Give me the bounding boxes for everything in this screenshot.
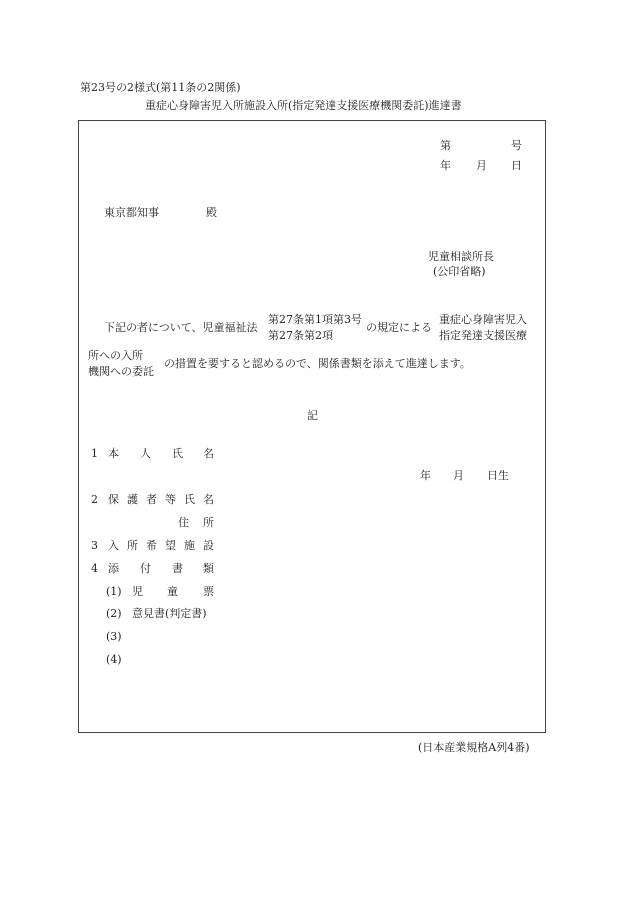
attachment-1-char: 児 xyxy=(132,585,143,598)
facility-option-3: 所への入所 xyxy=(88,349,143,362)
attachment-2-label: 意見書(判定書) xyxy=(132,607,207,620)
item-1-label-char: 氏 xyxy=(172,447,183,460)
birth-month-label: 月 xyxy=(453,469,464,482)
item-4-label-char: 類 xyxy=(203,562,214,575)
item-3-label-char: 施 xyxy=(184,539,195,552)
item-3-label-char: 望 xyxy=(165,539,176,552)
item-4-label-char: 付 xyxy=(140,562,151,575)
facility-option-1: 重症心身障害児入 xyxy=(439,313,527,326)
item-2-label-char: 保 xyxy=(108,493,119,506)
facility-option-2: 指定発達支援医療 xyxy=(439,329,527,342)
attachment-2-number: (2) xyxy=(106,607,122,620)
number-suffix: 号 xyxy=(511,139,522,152)
ki-heading: 記 xyxy=(307,409,318,422)
sender-title: 児童相談所長 xyxy=(428,250,494,263)
attachment-1-number: (1) xyxy=(106,585,122,598)
body-closing: の措置を要すると認めるので、関係書類を添えて進達します。 xyxy=(164,357,471,370)
article-option-1: 第27条第1項第3号 xyxy=(268,313,362,326)
item-2-label-char: 氏 xyxy=(184,493,195,506)
attachment-4-number: (4) xyxy=(106,653,122,666)
birth-year-label: 年 xyxy=(420,469,431,482)
item-4-label-char: 書 xyxy=(172,562,183,575)
item-1-label-char: 人 xyxy=(140,447,151,460)
facility-option-4: 機関への委託 xyxy=(88,365,154,378)
item-3-label-char: 入 xyxy=(108,539,119,552)
attachment-1-char: 票 xyxy=(203,585,214,598)
item-2-number: 2 xyxy=(91,493,98,506)
paper-size-note: (日本産業規格A列4番) xyxy=(418,741,530,754)
addressee-name: 東京都知事 xyxy=(104,206,159,219)
item-1-label-char: 名 xyxy=(203,447,214,460)
item-1-label-char: 本 xyxy=(108,447,119,460)
article-option-2: 第27条第2項 xyxy=(268,329,333,342)
seal-note: (公印省略) xyxy=(433,265,486,278)
item-2-label-char: 等 xyxy=(165,493,176,506)
date-year-label: 年 xyxy=(440,159,451,172)
item-2-label-char: 名 xyxy=(203,493,214,506)
item-2-address-char: 所 xyxy=(203,516,214,529)
item-2-label-char: 者 xyxy=(146,493,157,506)
item-4-label-char: 添 xyxy=(108,562,119,575)
date-day-label: 日 xyxy=(511,159,522,172)
item-3-label-char: 希 xyxy=(146,539,157,552)
item-1-number: 1 xyxy=(91,447,98,460)
item-3-label-char: 所 xyxy=(127,539,138,552)
form-number: 第23号の2様式(第11条の2関係) xyxy=(80,81,241,94)
item-3-number: 3 xyxy=(91,539,98,552)
addressee-honorific: 殿 xyxy=(206,206,217,219)
number-prefix: 第 xyxy=(440,139,451,152)
item-2-address-char: 住 xyxy=(178,516,189,529)
attachment-3-number: (3) xyxy=(106,630,122,643)
item-3-label-char: 設 xyxy=(203,539,214,552)
body-lead: 下記の者について、児童福祉法 xyxy=(104,321,258,334)
item-2-label-char: 護 xyxy=(127,493,138,506)
date-month-label: 月 xyxy=(476,159,487,172)
item-4-number: 4 xyxy=(91,562,98,575)
document-title: 重症心身障害児入所施設入所(指定発達支援医療機関委託)進達書 xyxy=(145,99,462,112)
birth-day-label: 日生 xyxy=(487,469,509,482)
attachment-1-char: 童 xyxy=(167,585,178,598)
body-rule: の規定による xyxy=(366,321,432,334)
